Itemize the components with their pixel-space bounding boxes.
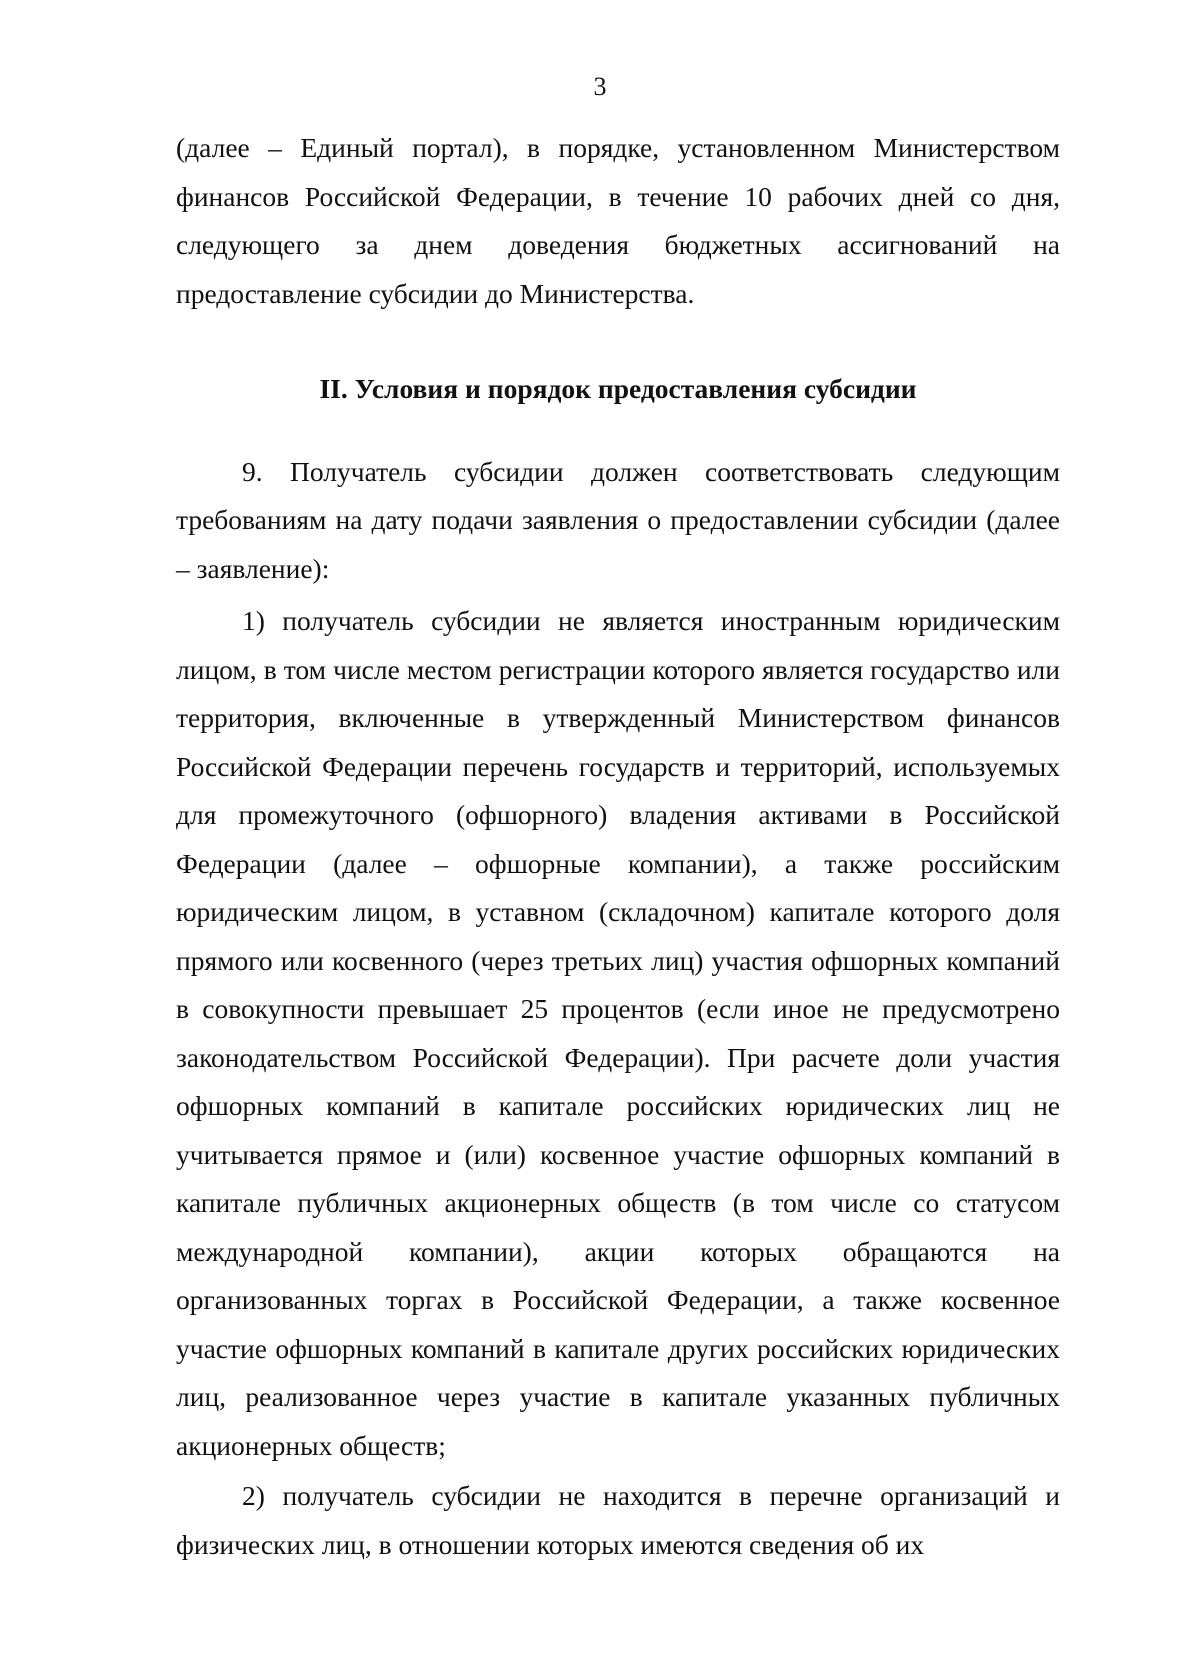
document-body bbox=[176, 124, 1060, 1569]
page-number: 3 bbox=[593, 72, 607, 101]
list-item-1: 1) получатель субсидии не является иностранным юридическим лицом, в том числе местом регистрации которого является государство или территория, включенные в утвержденный Министерством финансов Российской Федерации перечень государств и территорий, используемых для промежуточного (офшорного) владения активами в Российской Федерации (далее – офшорные компании), а также российским юридическим лицом, в уставном (складочном) капитале которого доля прямого или косвенного (через третьих лиц) участия офшорных компаний в совокупности превышает 25 процентов (если иное не предусмотрено законодательством Российской Федерации). При расчете доли участия офшорных компаний в капитале российских юридических лиц не учитывается прямое и (или) косвенное участие офшорных компаний в капитале публичных акционерных обществ (в том числе со статусом международной компании), акции которых обращаются на организованных торгах в Российской Федерации, а также косвенное участие офшорных компаний в капитале других российских юридических лиц, реализованное через участие в капитале указанных публичных акционерных обществ; bbox=[176, 605, 1060, 1461]
paragraph-9: 9. Получатель субсидии должен соответствовать следующим требованиям на дату подачи заявления о предоставлении субсидии (далее – заявление): bbox=[176, 455, 1060, 584]
intro-paragraph: (далее – Единый портал), в порядке, установленном Министерством финансов Российской Федерации, в течение 10 рабочих дней со дня, следующего за днем доведения бюджетных ассигнований на предоставление субсидии до Министерства. bbox=[176, 132, 1060, 309]
list-item-2: 2) получатель субсидии не находится в перечне организаций и физических лиц, в отношении которых имеются сведения об их bbox=[176, 1480, 1060, 1560]
section-heading: II. Условия и порядок предоставления субсидии bbox=[319, 373, 917, 404]
